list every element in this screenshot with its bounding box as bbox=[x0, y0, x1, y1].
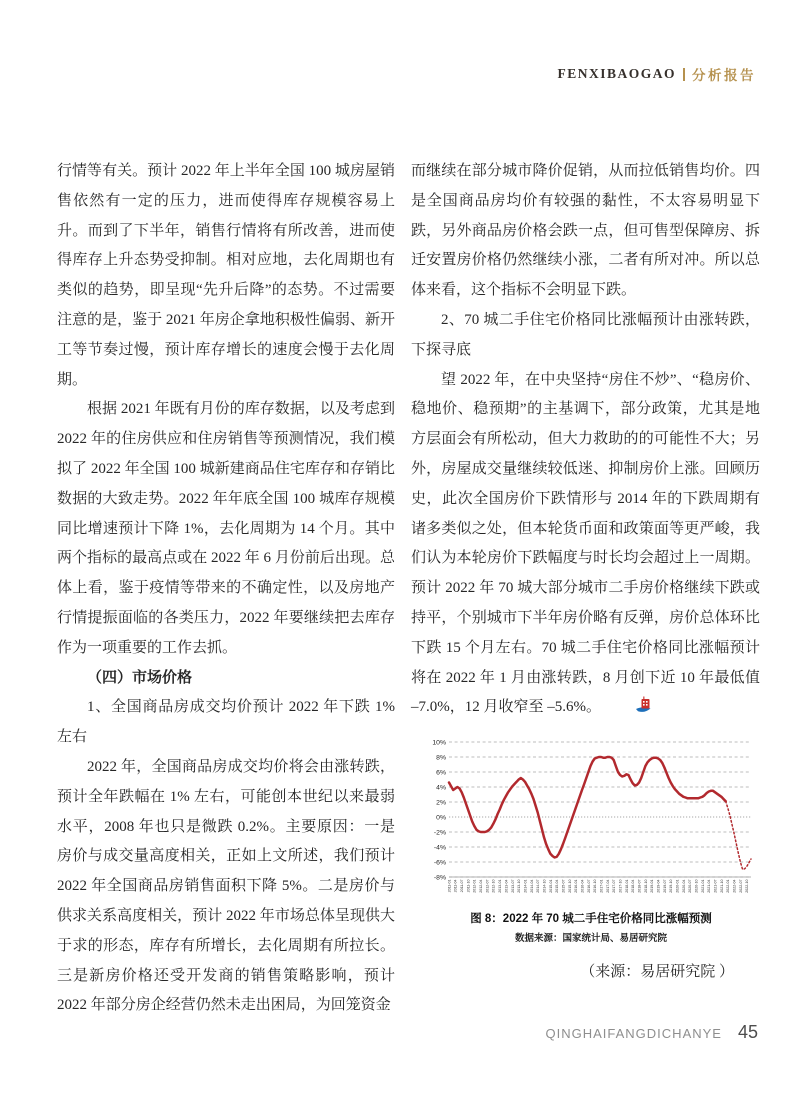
x-tick-label: 2016-01 bbox=[574, 879, 579, 893]
header-title-latin: FENXIBAOGAO bbox=[557, 66, 676, 81]
y-tick-label: -4% bbox=[433, 844, 446, 852]
x-tick-label: 2015-01 bbox=[548, 879, 553, 893]
x-tick-label: 2020-01 bbox=[675, 879, 680, 893]
x-tick-label: 2022-04 bbox=[732, 879, 737, 893]
subsection-heading: 2、70 城二手住宅价格同比涨幅预计由涨转跌，下探寻底 bbox=[411, 311, 760, 358]
x-tick-label: 2022-07 bbox=[738, 879, 743, 893]
line-chart bbox=[425, 736, 757, 908]
x-tick-label: 2014-04 bbox=[529, 879, 534, 893]
x-tick-label: 2017-01 bbox=[599, 879, 604, 893]
x-tick-label: 2019-04 bbox=[656, 879, 661, 893]
y-tick-label: 6% bbox=[436, 769, 446, 777]
x-tick-label: 2013-07 bbox=[510, 879, 515, 893]
x-tick-label: 2013-10 bbox=[517, 879, 522, 893]
series-line-forecast bbox=[726, 801, 751, 869]
y-tick-label: 0% bbox=[436, 814, 446, 822]
x-tick-label: 2015-04 bbox=[555, 879, 560, 893]
x-tick-label: 2012-04 bbox=[479, 879, 484, 893]
x-tick-label: 2020-07 bbox=[688, 879, 693, 893]
y-tick-label: 4% bbox=[436, 784, 446, 792]
paragraph-text: 望 2022 年，在中央坚持“房住不炒”、“稳房价、稳地价、稳预期”的主基调下，部分政策，尤其是地方层面会有所松动，但大力救助的的可能性不大；另外，房屋成交量继续较低迷、抑制房价上涨。回顾历史，此次全国房价下跌情形与 2014 年的下跌周期有诸多类似之处，但本轮货币面和政策面等更严峻，我们认为本轮房价下跌幅度与时长均会超过上一周期。预计 2022 年 70 城大部分城市二手房价格继续下跌或持平，个别城市下半年房价略有反弹，房价总体环比下跌 15 个月左右。70 城二手住宅价格同比涨幅预计将在 2022 年 1 月由涨转跌，8 月创下近 10 年最低值 –7.0%，12 月收窄至 –5.6%。 bbox=[411, 371, 760, 716]
x-tick-label: 2016-07 bbox=[586, 879, 591, 893]
figure-source: 数据来源：国家统计局、易居研究院 bbox=[514, 933, 667, 945]
x-tick-label: 2012-07 bbox=[485, 879, 490, 893]
x-tick-label: 2019-01 bbox=[650, 879, 655, 893]
x-tick-label: 2015-10 bbox=[567, 879, 572, 893]
paragraph: 根据 2021 年既有月份的库存数据，以及考虑到 2022 年的住房供应和住房销售等预测情况，我们模拟了 2022 年全国 100 城新建商品住宅库存和存销比数据的大致走势。2022 年年底全国 100 城库存规模同比增速预计下降 1%，去化周期为 14 个月。其中两个指标的最高点或在 2022 年 6 月份前后出现。总体上看，鉴于疫情等带来的不确定性，以及房地产行情提振面临的各类压力，2022 年要继续把去库存作为一项重要的工作去抓。 bbox=[57, 401, 395, 656]
footer-brand: QINGHAIFANGDICHANYE bbox=[545, 1026, 722, 1041]
x-tick-label: 2017-04 bbox=[605, 879, 610, 893]
x-tick-label: 2014-07 bbox=[536, 879, 541, 893]
x-tick-label: 2013-04 bbox=[504, 879, 509, 893]
y-tick-label: -2% bbox=[433, 829, 446, 837]
x-tick-label: 2014-10 bbox=[542, 879, 547, 893]
x-tick-label: 2015-07 bbox=[561, 879, 566, 893]
page-header bbox=[557, 64, 756, 84]
x-tick-label: 2011-10 bbox=[466, 879, 471, 893]
header-title-cn: 分析报告 bbox=[692, 68, 756, 83]
x-tick-label: 2013-01 bbox=[498, 879, 503, 893]
page-footer bbox=[546, 1022, 759, 1043]
y-tick-label: 2% bbox=[436, 799, 446, 807]
x-tick-label: 2020-10 bbox=[694, 879, 699, 893]
paragraph: 行情等有关。预计 2022 年上半年全国 100 城房屋销售依然有一定的压力，进而使得库存规模容易上升。而到了下半年，销售行情将有所改善，进而使得库存上升态势受抑制。相对应地，去化周期也有类似的趋势，即呈现“先升后降”的态势。不过需要注意的是，鉴于 2021 年房企拿地积极性偏弱、新开工等节奏过慢，预计库存增长的速度会慢于去化周期。 bbox=[57, 163, 395, 388]
x-tick-label: 2011-07 bbox=[460, 879, 465, 893]
paragraph: 而继续在部分城市降价促销，从而拉低销售均价。四是全国商品房均价有较强的黏性，不太容易明显下跌，另外商品房价格会跌一点，但可售型保障房、拆迁安置房价格仍然继续小涨，二者有所对冲。所以总体来看，这个指标不会明显下跌。 bbox=[411, 163, 760, 299]
x-tick-label: 2021-07 bbox=[713, 879, 718, 893]
y-tick-label: 10% bbox=[432, 739, 446, 747]
y-tick-label: -8% bbox=[433, 874, 446, 882]
yiju-logo-icon bbox=[604, 696, 654, 726]
figure-caption: 图 8：2022 年 70 城二手住宅价格同比涨幅预测 bbox=[470, 913, 712, 926]
x-tick-label: 2017-07 bbox=[612, 879, 617, 893]
chart-svg bbox=[425, 736, 757, 908]
x-tick-label: 2012-01 bbox=[472, 879, 477, 893]
x-tick-label: 2018-01 bbox=[624, 879, 629, 893]
y-tick-label: 8% bbox=[436, 754, 446, 762]
x-tick-label: 2019-10 bbox=[669, 879, 674, 893]
paragraph: 2022 年，全国商品房成交均价将会由涨转跌，预计全年跌幅在 1% 左右，可能创本世纪以来最弱水平，2008 年也只是微跌 0.2%。主要原因：一是房价与成交量高度相关，正如上文所述，我们预计 2022 年全国商品房销售面积下降 5%。二是房价与供求关系高度相关，预计 2022 年市场总体呈现供大于求的形态，库存有所增长，去化周期有所拉长。三是新房价格还受开发商的销售策略影响，预计 2022 年部分房企经营仍然未走出困局，为回笼资金 bbox=[57, 758, 395, 1014]
subsection-heading: 1、全国商品房成交均价预计 2022 年下跌 1% 左右 bbox=[57, 699, 395, 746]
x-tick-label: 2012-10 bbox=[491, 879, 496, 893]
x-tick-label: 2021-04 bbox=[707, 879, 712, 893]
x-tick-label: 2021-10 bbox=[719, 879, 724, 893]
x-tick-label: 2022-01 bbox=[726, 879, 731, 893]
paragraph bbox=[411, 366, 760, 727]
figure-chart bbox=[425, 736, 757, 944]
x-tick-label: 2021-01 bbox=[700, 879, 705, 893]
x-tick-label: 2019-07 bbox=[662, 879, 667, 893]
x-tick-label: 2020-04 bbox=[681, 879, 686, 893]
x-tick-label: 2022-10 bbox=[745, 879, 750, 893]
left-column bbox=[57, 157, 395, 1021]
x-tick-label: 2011-04 bbox=[453, 879, 458, 893]
section-heading: （四）市场价格 bbox=[87, 669, 193, 686]
x-tick-label: 2014-01 bbox=[523, 879, 528, 893]
header-separator bbox=[683, 68, 685, 81]
x-tick-label: 2016-10 bbox=[593, 879, 598, 893]
x-tick-label: 2018-10 bbox=[643, 879, 648, 893]
y-tick-label: -6% bbox=[433, 859, 446, 867]
x-tick-label: 2016-04 bbox=[580, 879, 585, 893]
x-tick-label: 2018-07 bbox=[637, 879, 642, 893]
x-tick-label: 2017-10 bbox=[618, 879, 623, 893]
x-tick-label: 2011-01 bbox=[447, 879, 452, 893]
source-attribution: （来源：易居研究院 ） bbox=[580, 964, 734, 981]
page-number: 45 bbox=[737, 1022, 758, 1042]
right-column bbox=[411, 157, 760, 981]
x-tick-label: 2018-04 bbox=[631, 879, 636, 893]
